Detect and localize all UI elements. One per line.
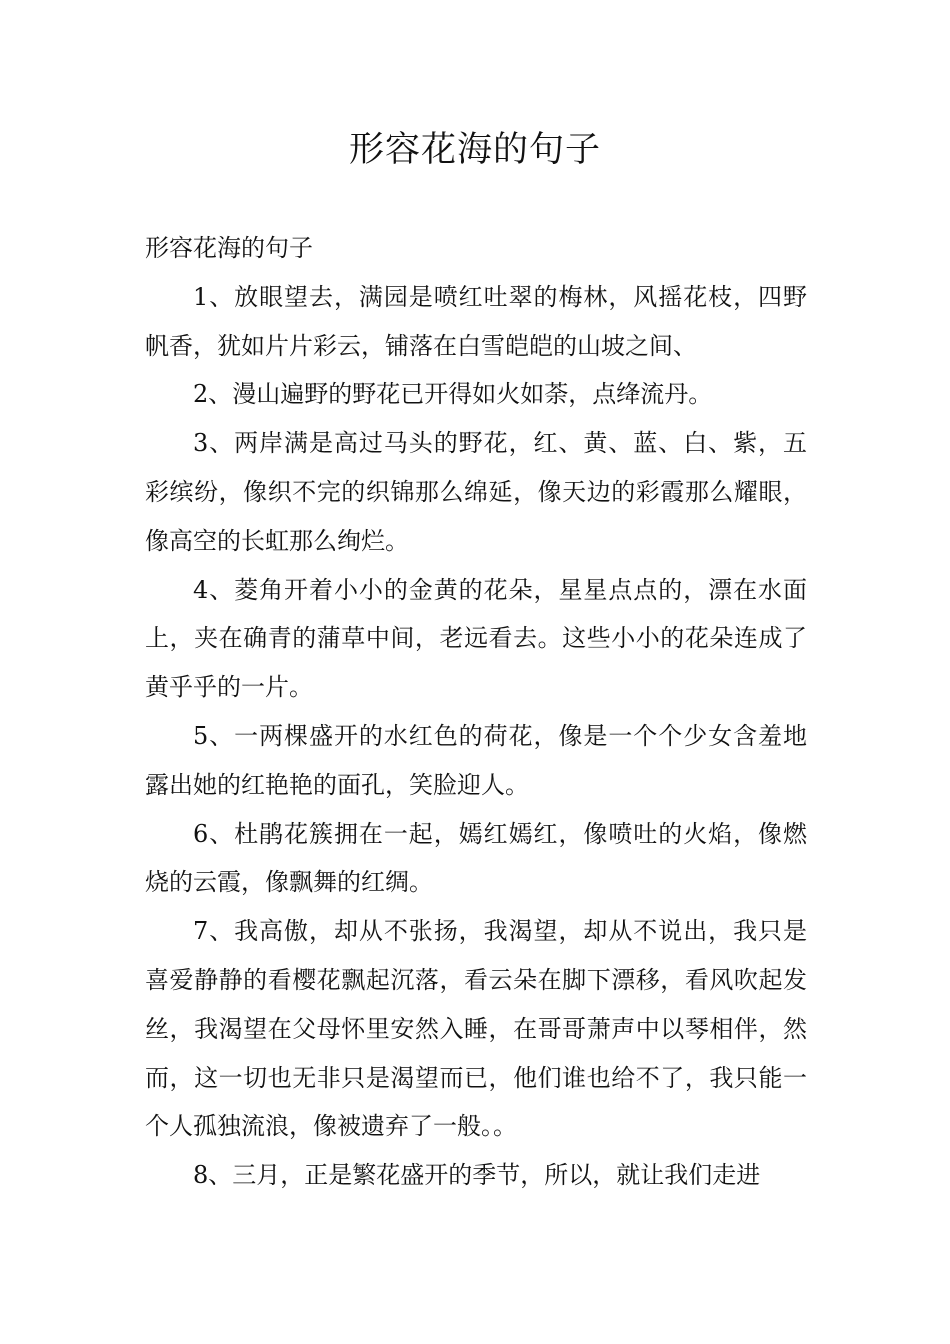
section-heading: 形容花海的句子 (145, 234, 313, 262)
paragraph-4: 4、菱角开着小小的金黄的花朵，星星点点的，漂在水面上，夹在确青的蒲草中间，老远看去。这些小小的花朵连成了黄乎乎的一片。 (145, 575, 807, 702)
paragraph-1: 1、放眼望去，满园是喷红吐翠的梅林，风摇花枝，四野帆香，犹如片片彩云，铺落在白雪皑皑的山坡之间、 (145, 282, 807, 360)
paragraph-5: 5、一两棵盛开的水红色的荷花，像是一个个少女含羞地露出她的红艳艳的面孔，笑脸迎人。 (145, 721, 807, 799)
paragraph-6: 6、杜鹃花簇拥在一起，嫣红嫣红，像喷吐的火焰，像燃烧的云霞，像飘舞的红绸。 (145, 819, 807, 897)
paragraph-2: 2、漫山遍野的野花已开得如火如荼，点绛流丹。 (193, 380, 713, 409)
document-title: 形容花海的句子 (348, 130, 601, 170)
paragraph-3: 3、两岸满是高过马头的野花，红、黄、蓝、白、紫，五彩缤纷，像织不完的织锦那么绵延，像天边的彩霞那么耀眼，像高空的长虹那么绚烂。 (145, 429, 807, 555)
paragraph-7: 7、我高傲，却从不张扬，我渴望，却从不说出，我只是喜爱静静的看樱花飘起沉落，看云朵在脚下漂移，看风吹起发丝，我渴望在父母怀里安然入睡，在哥哥萧声中以琴相伴，然而，这一切也无非只是渴望而已，他们谁也给不了，我只能一个人孤独流浪，像被遗弃了一般。。 (145, 917, 807, 1141)
paragraph-8: 8、三月，正是繁花盛开的季节，所以，就让我们走进 (193, 1161, 761, 1190)
document-body (145, 224, 807, 1200)
